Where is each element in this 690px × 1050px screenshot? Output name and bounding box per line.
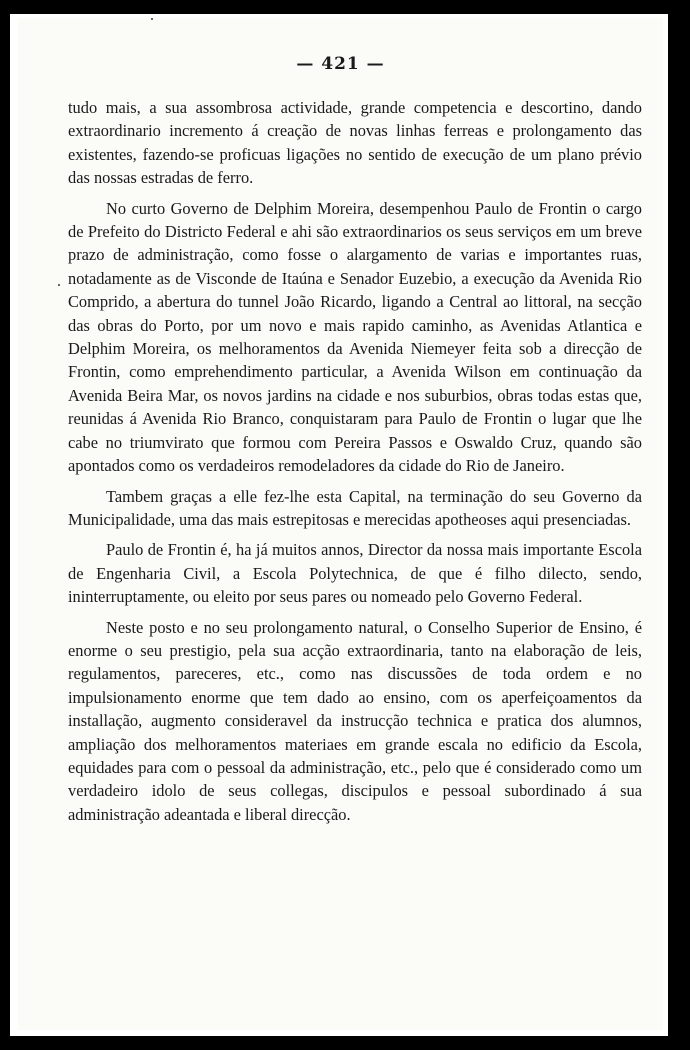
paragraph-1: tudo mais, a sua assombrosa actividade, grande competencia e descortino, dando extraordinario incremento á creação de novas linhas ferreas e prolongamento das existentes, fazendo-se proficuas ligações no sentido de execução de um plano prévio das nossas estradas de ferro.: [68, 98, 642, 188]
paragraph-4: Paulo de Frontin é, ha já muitos annos, Director da nossa mais importante Escola de Engenharia Civil, a Escola Polytechnica, de que é filho dilecto, sendo, ininterruptamente, ou eleito por seus pares ou nomeado pelo Governo Federal.: [68, 540, 642, 607]
body-text: [68, 96, 642, 833]
ink-speck: [58, 284, 60, 286]
ink-speck: [151, 18, 153, 20]
paragraph-5: Neste posto e no seu prolongamento natural, o Conselho Superior de Ensino, é enorme o seu prestigio, pela sua acção extraordinaria, tanto na elaboração de leis, regulamentos, pareceres, etc., como nas discussões de toda ordem e no impulsionamento enorme que tem dado ao ensino, com os aperfeiçoamentos da installação, augmento consideravel da instrucção technica e pratica dos alumnos, ampliação dos melhoramentos materiaes em grande escala no edificio da Escola, equidades para com o pessoal da administração, etc., pelo que é considerado como um verdadeiro idolo de seus collegas, discipulos e pessoal subordinado á sua administração adeantada e liberal direcção.: [68, 617, 642, 824]
book-page: [18, 18, 663, 1030]
paragraph-2: No curto Governo de Delphim Moreira, desempenhou Paulo de Frontin o cargo de Prefeito do Districto Federal e ahi são extraordinarios os seus serviços em um breve prazo de administração, como fosse o alargamento de varias e importantes ruas, notadamente as de Visconde de Itaúna e Senador Euzebio, a execução da Avenida Rio Comprido, a abertura do tunnel João Ricardo, ligando a Central ao littoral, na secção das obras do Porto, por um novo e mais rapido caminho, as Avenidas Atlantica e Delphim Moreira, os melhoramentos da Avenida Niemeyer feita sob a direcção de Frontin, como emprehendimento particular, a Avenida Wilson em continuação da Avenida Beira Mar, os novos jardins na cidade e nos suburbios, obras todas estas que, reunidas á Avenida Rio Branco, conquistaram para Paulo de Frontin o lugar que lhe cabe no triumvirato que formou com Pereira Passos e Oswaldo Cruz, quando são apontados como os verdadeiros remodeladores da cidade do Rio de Janeiro.: [68, 198, 642, 476]
page-number: — 421 —: [296, 54, 385, 74]
paragraph-3: Tambem graças a elle fez-lhe esta Capital, na terminação do seu Governo da Municipalidade, uma das mais estrepitosas e merecidas apotheoses aqui presenciadas.: [68, 486, 642, 529]
